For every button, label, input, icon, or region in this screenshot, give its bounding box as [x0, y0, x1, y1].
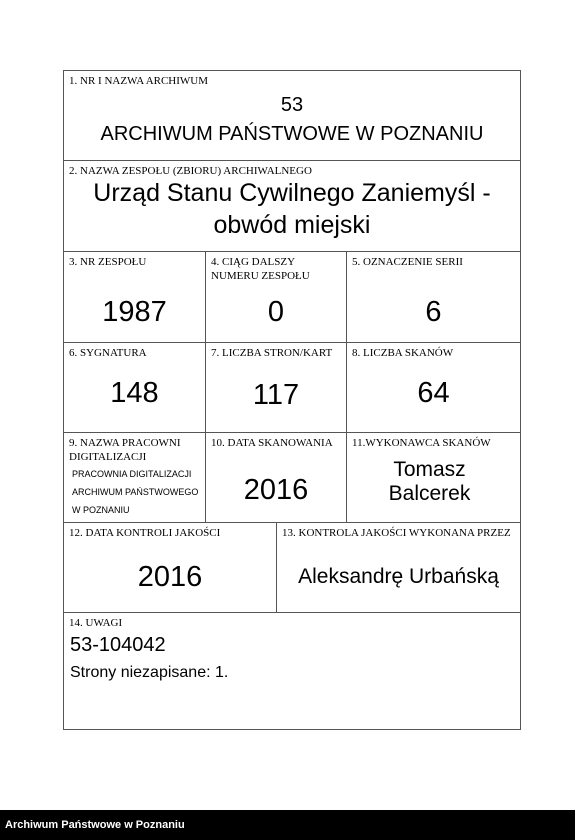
- fonds-number-label: 3. NR ZESPOŁU: [69, 256, 147, 268]
- quality-control-row: [64, 523, 520, 613]
- fonds-continuation-cell: [205, 252, 346, 342]
- lab-name-line2: ARCHIWUM PAŃSTWOWEGO: [72, 487, 199, 497]
- signature-cell: [64, 343, 205, 432]
- fonds-continuation-value: 0: [267, 296, 285, 328]
- qc-by-cell: [276, 523, 520, 612]
- qc-by-label: 13. KONTROLA JAKOŚCI WYKONANA PRZEZ: [282, 527, 511, 539]
- signature-row: [64, 343, 520, 433]
- lab-name-line3: W POZNANIU: [72, 505, 130, 515]
- series-value: 6: [425, 296, 442, 328]
- qc-date-label: 12. DATA KONTROLI JAKOŚCI: [69, 527, 221, 539]
- lab-cell: [64, 433, 205, 522]
- pages-cell: [205, 343, 346, 432]
- fonds-number-value: 1987: [102, 296, 167, 328]
- scans-cell: [346, 343, 520, 432]
- footer-text: Archiwum Państwowe w Poznaniu: [5, 819, 185, 831]
- signature-value: 148: [110, 377, 159, 409]
- fonds-row: [64, 161, 520, 252]
- series-cell: [346, 252, 520, 342]
- notes-row: [64, 613, 520, 729]
- metadata-form: [63, 70, 521, 730]
- fonds-label: 2. NAZWA ZESPOŁU (ZBIORU) ARCHIWALNEGO: [69, 165, 312, 177]
- scans-label: 8. LICZBA SKANÓW: [352, 347, 454, 359]
- scan-operator-first-name: Tomasz: [393, 458, 466, 481]
- fonds-name-line1: Urząd Stanu Cywilnego Zaniemyśl -: [93, 179, 491, 207]
- qc-date-value: 2016: [137, 561, 203, 593]
- scan-date-value: 2016: [243, 474, 309, 506]
- qc-by-value: Aleksandrę Urbańską: [298, 565, 499, 588]
- archive-name: ARCHIWUM PAŃSTWOWE W POZNANIU: [100, 123, 484, 145]
- fonds-number-cell: [64, 252, 205, 342]
- fonds-name-line2: obwód miejski: [213, 211, 371, 239]
- archive-label: 1. NR I NAZWA ARCHIWUM: [69, 75, 209, 87]
- scan-operator-last-name: Balcerek: [388, 482, 471, 505]
- notes-line1: 53-104042: [70, 634, 166, 656]
- notes-line2: Strony niezapisane: 1.: [70, 664, 229, 681]
- notes-label: 14. UWAGI: [69, 617, 123, 629]
- scan-operator-cell: [346, 433, 520, 522]
- scan-operator-label: 11.WYKONAWCA SKANÓW: [352, 437, 491, 449]
- scans-value: 64: [417, 377, 450, 409]
- scan-date-label: 10. DATA SKANOWANIA: [211, 437, 333, 449]
- archive-number: 53: [280, 94, 304, 116]
- pages-value: 117: [252, 379, 300, 411]
- archive-row: [64, 71, 520, 161]
- scan-date-cell: [205, 433, 346, 522]
- series-label: 5. OZNACZENIE SERII: [352, 256, 463, 268]
- qc-date-cell: [64, 523, 276, 612]
- fonds-continuation-label: 4. CIĄG DALSZY NUMERU ZESPOŁU: [211, 256, 310, 282]
- lab-label: 9. NAZWA PRACOWNI DIGITALIZACJI: [69, 437, 181, 463]
- signature-label: 6. SYGNATURA: [69, 347, 147, 359]
- digitization-row: [64, 433, 520, 523]
- footer-bar: [0, 810, 575, 840]
- lab-name-line1: PRACOWNIA DIGITALIZACJI: [72, 469, 192, 479]
- fonds-number-row: [64, 252, 520, 343]
- pages-label: 7. LICZBA STRON/KART: [211, 347, 333, 359]
